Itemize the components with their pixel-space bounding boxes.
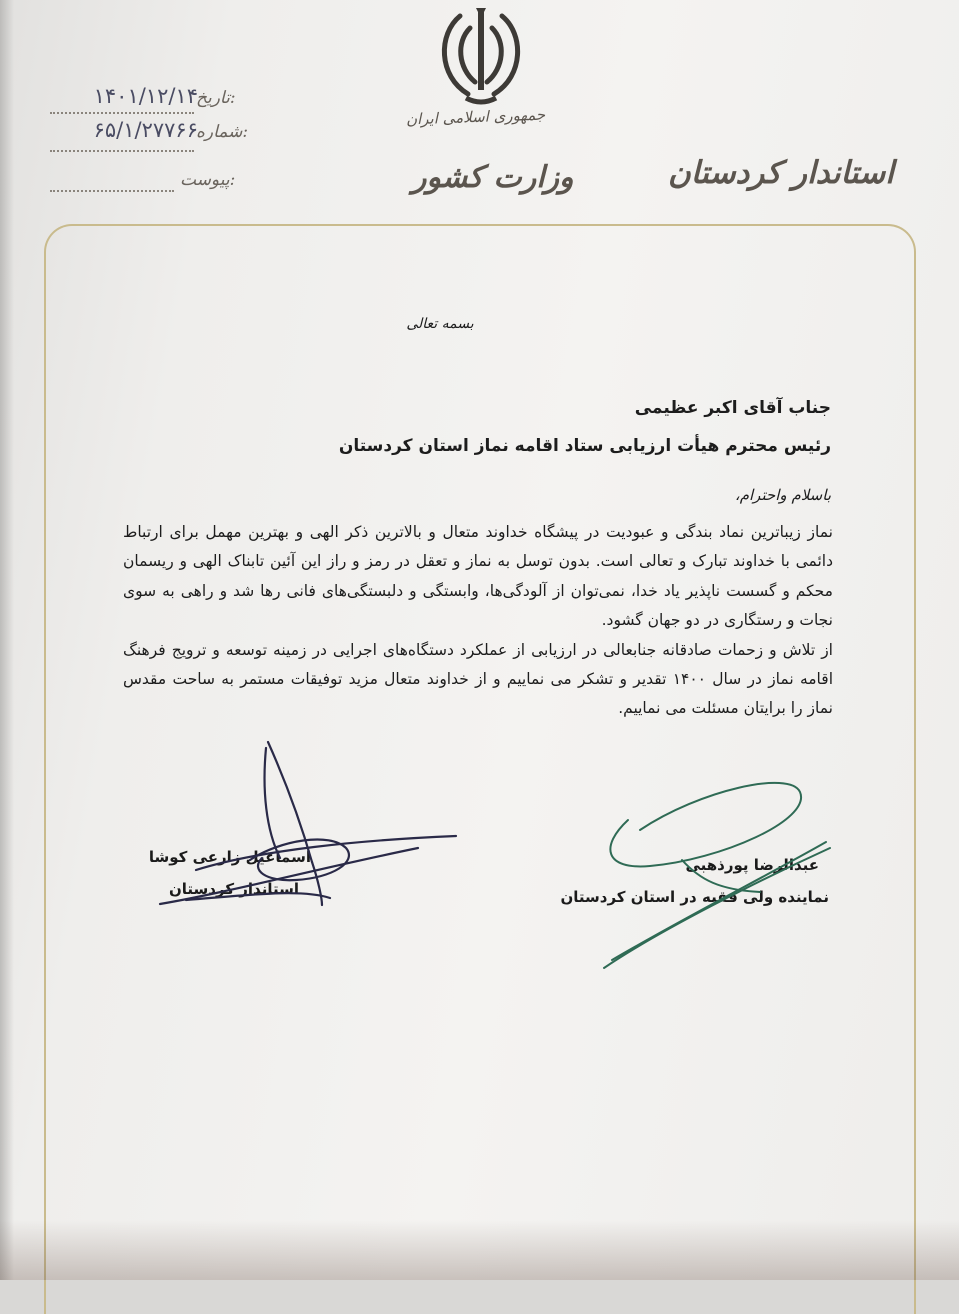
number-label: شماره: [196, 122, 249, 142]
right-signatory-name: عبدالرضا پورذهبی [685, 856, 819, 874]
number-value: ۶۵/۱/۲۷۷۶۶ [93, 118, 198, 142]
republic-title: جمهوری اسلامی ایران [405, 105, 546, 129]
addressee-title: رئیس محترم هیأت ارزیابی ستاد اقامه نماز استان کردستان [338, 436, 831, 456]
date-dotted-line [50, 112, 194, 114]
addressee-name: جناب آقای اکبر عظیمی [634, 398, 831, 418]
greeting: باسلام واحترام، [734, 486, 831, 504]
left-signatory-name: اسماعیل زارعی کوشا [148, 848, 311, 866]
basmala: بسمه تعالی [406, 316, 474, 332]
right-signatory-title: نماینده ولی فقیه در استان کردستان [560, 888, 829, 906]
date-value: ۱۴۰۱/۱۲/۱۴ [93, 84, 198, 108]
page-edge-shadow [0, 0, 14, 1280]
bottom-shadow [0, 1220, 959, 1280]
letter-body [123, 518, 833, 724]
iran-emblem-icon [430, 6, 532, 110]
body-paragraph-2: از تلاش و زحمات صادقانه جنابعالی در ارزیابی از عملکرد دستگاه‌های اجرایی در زمینه توسعه و ترویج فرهنگ اقامه نماز در سال ۱۴۰۰ تقدیر و تشکر می نماییم و از خداوند متعال مزید توفیقات مستمر به ساحت مقدس نماز را برایتان مسئلت می نماییم. [123, 640, 833, 718]
left-signatory-title: استاندار کردستان [168, 880, 299, 898]
attachment-dotted-line [50, 190, 174, 192]
gold-frame-border [44, 224, 916, 1314]
governorate-title: استاندار کردستان [668, 155, 894, 191]
attachment-label: پیوست: [180, 170, 236, 190]
number-dotted-line [50, 150, 194, 152]
date-label: تاریخ: [196, 88, 236, 108]
ministry-title: وزارت کشور [412, 160, 574, 195]
body-paragraph-1: نماز زیباترین نماد بندگی و عبودیت در پیشگاه خداوند متعال و بالاترین ذکر الهی و بهترین مهمل برای ارتباط دائمی با خداوند تبارک و تعالی است. بدون توسل به نماز و تعقل در رمز و راز این آئین تابناک الهی و ریسمان محکم و گسست ناپذیر یاد خدا، نمی‌توان از آلودگی‌ها، وابستگی و دلبستگی‌های فانی رها شد و راهی به سوی نجات و رستگاری در دو جهان گشود. [123, 523, 833, 630]
